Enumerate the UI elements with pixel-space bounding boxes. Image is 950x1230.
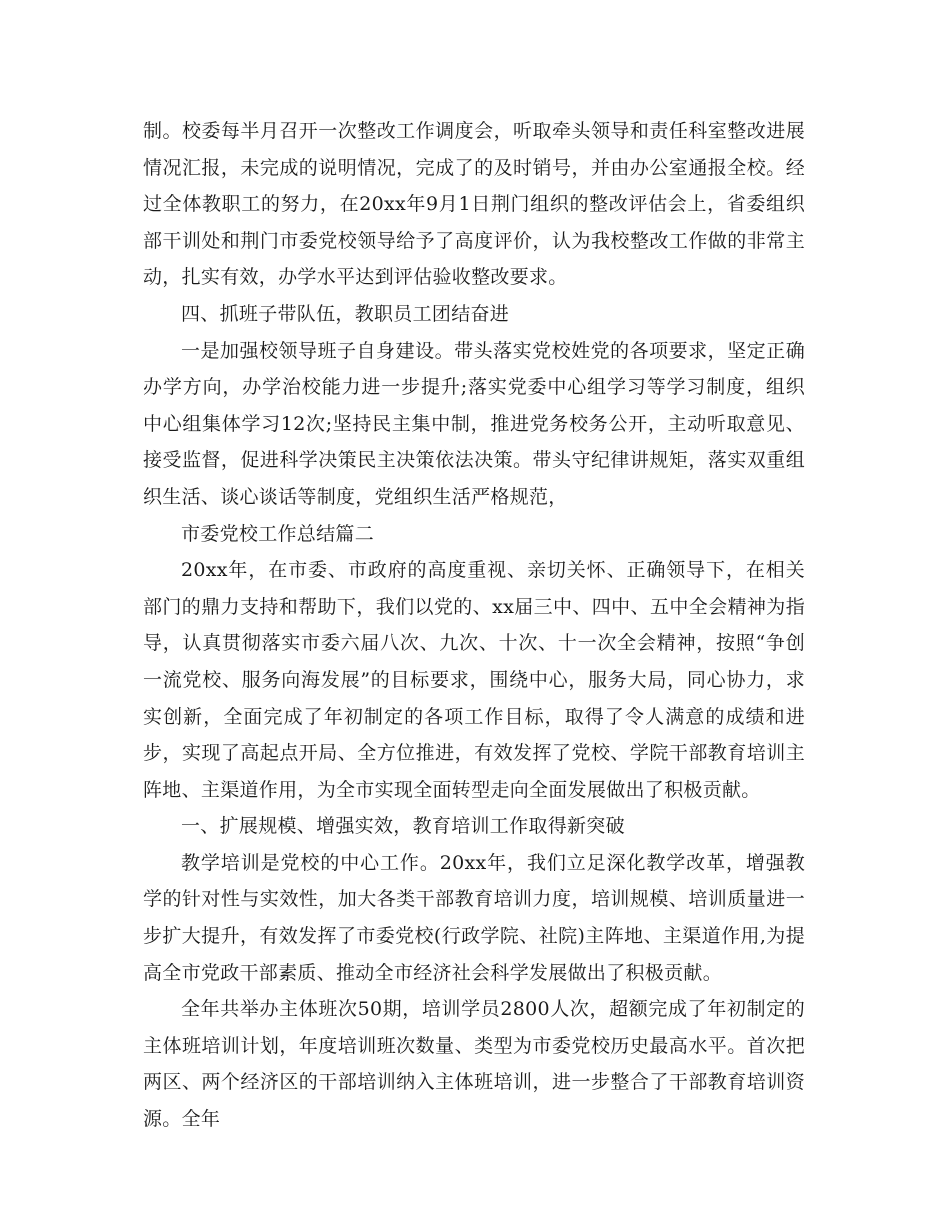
section-heading: 四、抓班子带队伍，教职员工团结奋进 bbox=[181, 302, 510, 325]
paragraph: 全年共举办主体班次50期，培训学员2800人次，超额完成了年初制定的主体班培训计划，年度培训班次数量、类型为市委党校历史最高水平。首次把两区、两个经济区的干部培训纳入主体班培训，进一步整合了干部教育培训资源。全年 bbox=[143, 998, 805, 1131]
paragraph: 20xx年，在市委、市政府的高度重视、亲切关怀、正确领导下，在相关部门的鼎力支持和帮助下，我们以党的、xx届三中、四中、五中全会精神为指导，认真贯彻落实市委六届八次、九次、十次、十一次全会精神，按照“争创一流党校、服务向海发展”的目标要求，围绕中心，服务大局，同心协力，求实创新，全面完成了年初制定的各项工作目标，取得了令人满意的成绩和进步，实现了高起点开局、全方位推进，有效发挥了党校、学院干部教育培训主阵地、主渠道作用，为全市实现全面转型走向全面发展做出了积极贡献。 bbox=[143, 559, 805, 801]
paragraph: 制。校委每半月召开一次整改工作调度会，听取牵头领导和责任科室整改进展情况汇报，未完成的说明情况，完成了的及时销号，并由办公室通报全校。经过全体教职工的努力，在20xx年9月1日荆门组织的整改评估会上，省委组织部干训处和荆门市委党校领导给予了高度评价，认为我校整改工作做的非常主动，扎实有效，办学水平达到评估验收整改要求。 bbox=[143, 120, 805, 289]
document-body bbox=[143, 113, 805, 1138]
section-title: 市委党校工作总结篇二 bbox=[181, 522, 375, 545]
section-heading: 一、扩展规模、增强实效，教育培训工作取得新突破 bbox=[181, 815, 625, 838]
paragraph: 教学培训是党校的中心工作。20xx年，我们立足深化教学改革，增强教学的针对性与实效性，加大各类干部教育培训力度，培训规模、培训质量进一步扩大提升，有效发挥了市委党校(行政学院、社院)主阵地、主渠道作用,为提高全市党政干部素质、推动全市经济社会科学发展做出了积极贡献。 bbox=[143, 851, 805, 984]
paragraph: 一是加强校领导班子自身建设。带头落实党校姓党的各项要求，坚定正确办学方向，办学治校能力进一步提升;落实党委中心组学习等学习制度，组织中心组集体学习12次;坚持民主集中制，推进党务校务公开，主动听取意见、接受监督，促进科学决策民主决策依法决策。带头守纪律讲规矩，落实双重组织生活、谈心谈话等制度，党组织生活严格规范， bbox=[143, 339, 805, 508]
